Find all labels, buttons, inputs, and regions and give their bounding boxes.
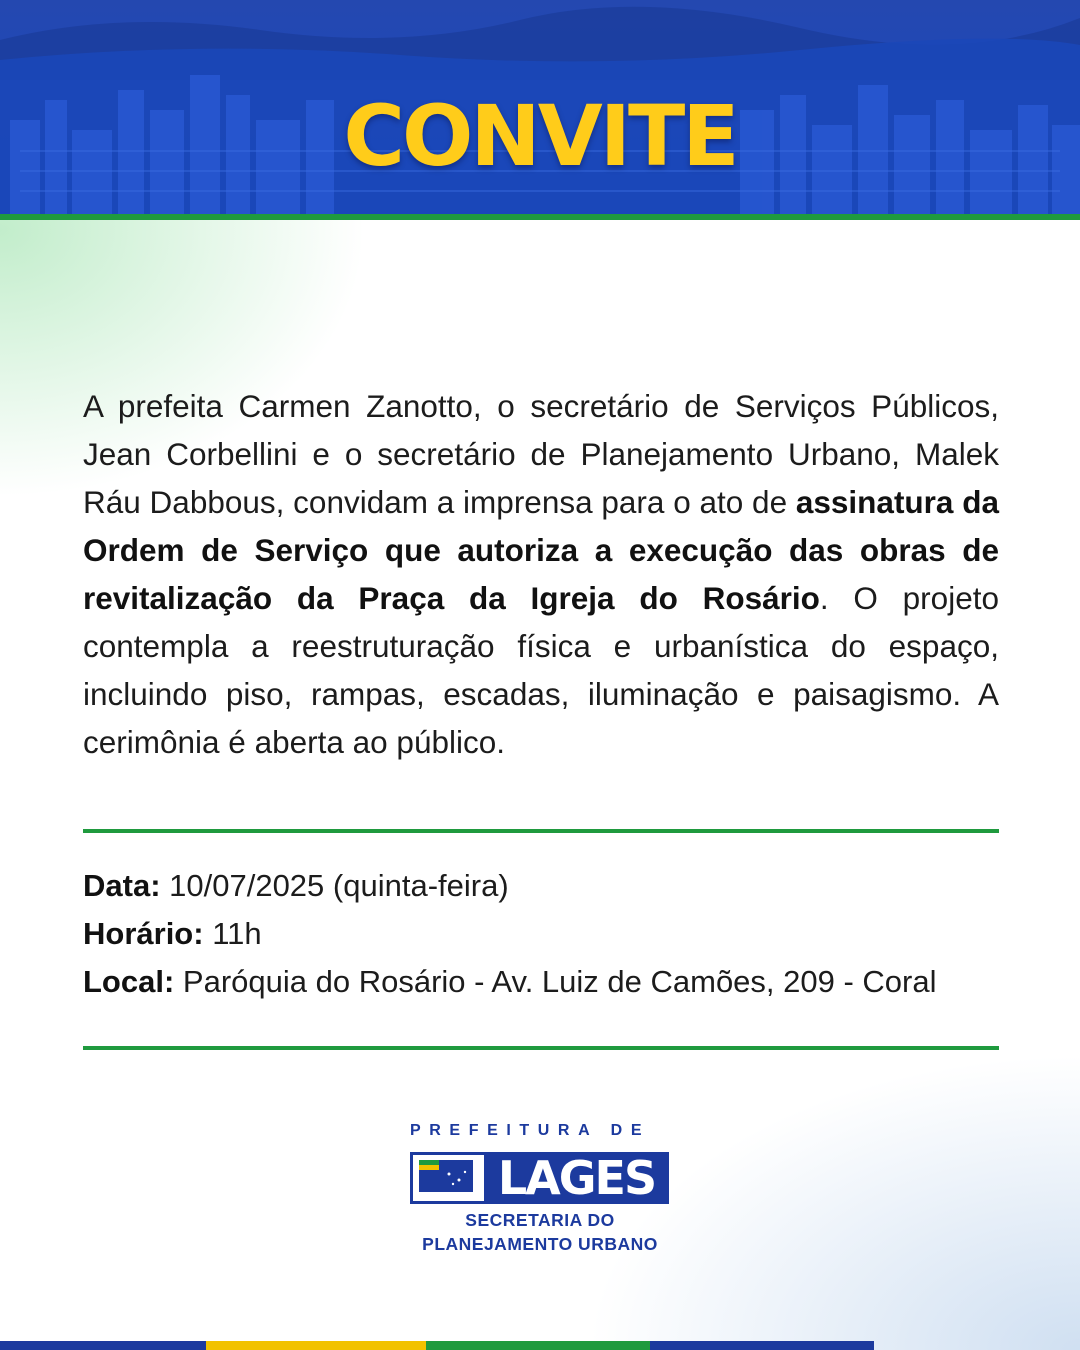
footer-bar-blue [0, 1341, 206, 1350]
date-label: Data: [83, 868, 161, 903]
footer-bar-yellow [206, 1341, 426, 1350]
time-label: Horário: [83, 916, 204, 951]
logo-wordmark-box [484, 1152, 669, 1204]
logo-sub-line2: PLANEJAMENTO URBANO [422, 1234, 658, 1254]
footer-bar-blue-2 [650, 1341, 874, 1350]
footer-bar-green [426, 1341, 650, 1350]
body-text-outro: . O projeto contempla a reestruturação física e urbanística do espaço, incluindo piso, rampas, escadas, iluminação e paisagismo. A cerimônia é aberta ao público. [83, 580, 999, 760]
divider-top [83, 829, 999, 833]
place-value: Paróquia do Rosário - Av. Luiz de Camões, 209 - Coral [182, 964, 937, 999]
prefeitura-lages-logo [410, 1122, 670, 1262]
invitation-title: CONVITE [343, 87, 737, 185]
logo-sub-line1: SECRETARIA DO [465, 1210, 615, 1230]
date-row [83, 862, 999, 910]
logo-wordmark: LAGES [497, 1151, 656, 1205]
place-label: Local: [83, 964, 175, 999]
invitation-body [83, 382, 999, 766]
body-text-highlight: assinatura da Ordem de Serviço que autoriza a execução das obras de revitalização da Praça da Igreja do Rosário [83, 484, 999, 616]
time-value: 11h [212, 916, 262, 951]
logo-top-line: PREFEITURA DE [410, 1122, 651, 1139]
time-row [83, 910, 999, 958]
body-text-intro: A prefeita Carmen Zanotto, o secretário de Serviços Públicos, Jean Corbellini e o secretário de Planejamento Urbano, Malek Ráu Dabbous, convidam a imprensa para o ato de [83, 388, 999, 520]
header-banner [0, 0, 1080, 216]
date-value: 10/07/2025 (quinta-feira) [169, 868, 509, 903]
flag-icon [411, 1152, 478, 1199]
place-row [83, 958, 999, 1006]
event-details [83, 862, 999, 1006]
header-green-stripe [0, 214, 1080, 220]
divider-bottom [83, 1046, 999, 1050]
